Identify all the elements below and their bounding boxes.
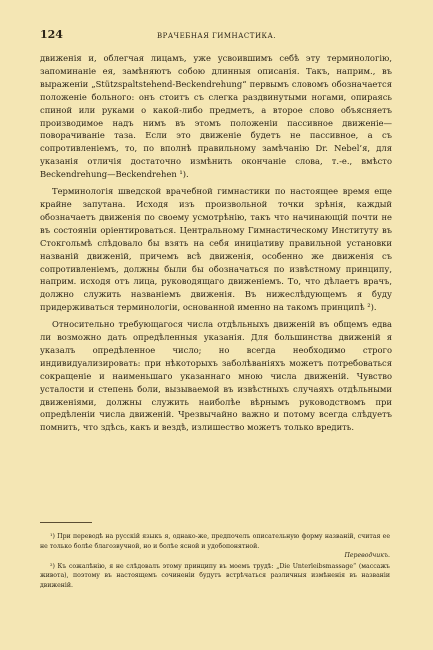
main-text xyxy=(40,52,392,438)
running-title: ВРАЧЕБНАЯ ГИМНАСТИКА. xyxy=(157,32,276,40)
footnote-1 xyxy=(40,532,390,561)
page-header xyxy=(40,28,393,42)
translator-credit: Переводчикъ. xyxy=(344,552,390,560)
footnote-1-text: ¹) При переводѣ на русскій языкъ я, однако-же, предпочелъ описательную форму названій, считая ее не только болѣе благозвучной, но и болѣе ясной и удобопонятной. xyxy=(40,533,390,550)
page-number: 124 xyxy=(40,28,63,41)
footnote-2: ²) Къ сожалѣнію, я не слѣдовалъ этому принципу въ моемъ трудѣ: „Die Unterleibsmassage“ (массажъ живота), поэтому въ настоящемъ сочиненіи будутъ встрѣчаться различныя измѣненія въ названіи движеній. xyxy=(40,562,390,589)
footnotes xyxy=(40,532,390,592)
paragraph-3: Относительно требующагося числа отдѣльныхъ движеній въ общемъ едва ли возможно дать опредѣленныя указанія. Для большинства движеній я указалъ опредѣленное число; но всегда необходимо строго индивидуализировать: при нѣкоторыхъ заболѣваніяхъ можетъ потребоваться сокращеніе и наименьшаго указаннаго мною числа движеній. Чувство усталости и степень боли, вызываемой въ извѣстныхъ случаяхъ отдѣльными движеніями, должны служить наиболѣе вѣрнымъ руководствомъ при опредѣленіи числа движеній. Чрезвычайно важно и потому всегда слѣдуетъ помнить, что здѣсь, какъ и вездѣ, излишество можетъ только вредить. xyxy=(40,319,392,433)
paragraph-2: Терминологія шведской врачебной гимнастики по настоящее время еще крайне запутана. Исходя изъ произвольной точки зрѣнія, каждый обозначаетъ движенія по своему усмотрѣнію, такъ что начинающій почти не въ состояніи оріентироваться. Центральному Гимнастическому Институту въ Стокгольмѣ слѣдовало бы взять на себя иниціативу правильной установки названій движеній, причемъ всѣ движенія, особенно же движенія съ сопротивленіемъ, должны были бы обозначаться по извѣстному принципу, наприм. исходя отъ лица, руководящаго движеніемъ. То, что дѣлаетъ врачъ, должно служить названіемъ движенія. Въ нижеслѣдующемъ я буду придерживаться терминологіи, основанной именно на такомъ принципѣ ²). xyxy=(40,186,392,313)
paragraph-1: движенія и, облегчая лицамъ, уже усвоившимъ себѣ эту терминологію, запоминаніе ея, замѣняютъ собою длинныя описанія. Такъ, наприм., въ выраженіи „Stützspaltstehend-Beckendrehung“ первымъ словомъ обозначается положеніе больного: онъ стоитъ съ слегка раздвинутыми ногами, опираясь спиной или руками о какой-либо предметъ, а второе слово объясняетъ производимое надъ нимъ въ этомъ положеніи пассивное движеніе—поворачиваніе таза. Если это движеніе будетъ не пассивное, а съ сопротивленіемъ, то, по вполнѣ правильному замѣчанію Dr. Nebel’я, для указанія отличія достаточно измѣнить окончаніе слова, т.-е., вмѣсто Beckendrehung—Beckendrehen ¹). xyxy=(40,53,392,180)
footnote-divider xyxy=(40,522,92,523)
